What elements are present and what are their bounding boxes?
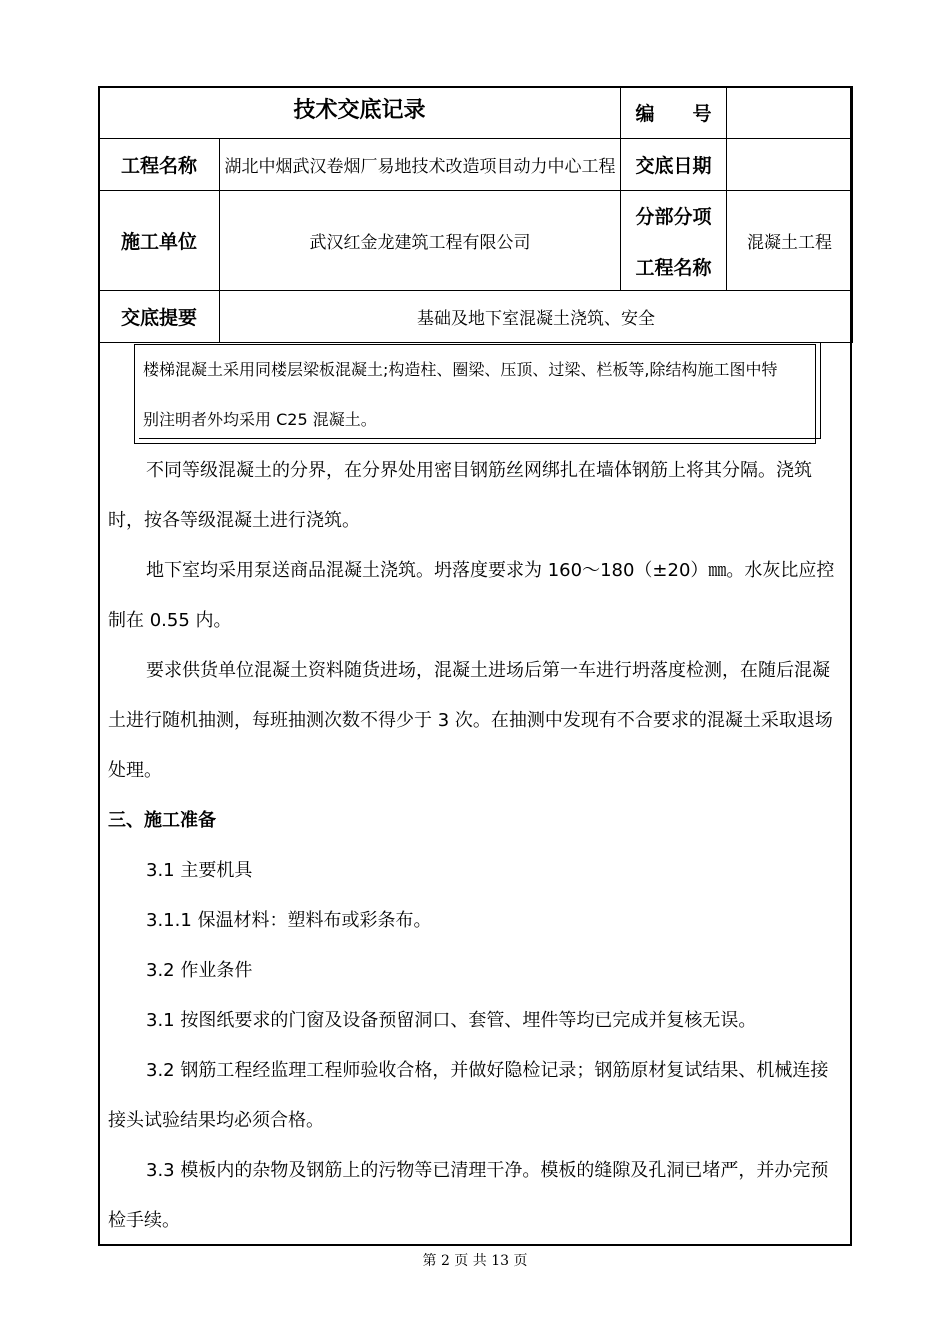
subproject-label-line1: 分部分项 xyxy=(635,205,712,228)
summary-label: 交底提要 xyxy=(99,291,220,343)
page-number: 第 2 页 共 13 页 xyxy=(422,1253,528,1269)
subsection-main-tools: 3.1 主要机具 xyxy=(146,860,253,881)
document-title: 技术交底记录 xyxy=(99,87,621,139)
header-table xyxy=(98,86,853,343)
condition-rebar-inspection: 3.2 钢筋工程经监理工程师验收合格，并做好隐检记录；钢筋原材复试结果、机械连接接头试验结果均必须合格。 xyxy=(108,1060,829,1131)
body-text xyxy=(108,446,844,1246)
project-name-value: 湖北中烟武汉卷烟厂易地技术改造项目动力中心工程 xyxy=(220,139,621,191)
number-value xyxy=(727,87,853,139)
condition-openings: 3.1 按图纸要求的门窗及设备预留洞口、套管、埋件等均已完成并复核无误。 xyxy=(146,1010,757,1031)
paragraph-supplier-requirements: 要求供货单位混凝土资料随货进场，混凝土进场后第一车进行坍落度检测，在随后混凝土进行随机抽测，每班抽测次数不得少于 3 次。在抽测中发现有不合要求的混凝土采取退场处理。 xyxy=(108,660,833,781)
boxed-note xyxy=(134,344,816,444)
paragraph-pumped-concrete: 地下室均采用泵送商品混凝土浇筑。坍落度要求为 160～180（±20）㎜。水灰比应控制在 0.55 内。 xyxy=(108,560,835,631)
date-label: 交底日期 xyxy=(621,139,727,191)
summary-value: 基础及地下室混凝土浇筑、安全 xyxy=(220,291,853,343)
construction-unit-label: 施工单位 xyxy=(99,191,220,291)
section-heading-preparation: 三、施工准备 xyxy=(108,810,216,831)
number-label: 编 号 xyxy=(621,87,727,139)
date-value xyxy=(727,139,853,191)
subsection-work-conditions: 3.2 作业条件 xyxy=(146,960,253,981)
construction-unit-value: 武汉红金龙建筑工程有限公司 xyxy=(220,191,621,291)
project-name-label: 工程名称 xyxy=(99,139,220,191)
boxed-note-line1: 楼梯混凝土采用同楼层梁板混凝土;构造柱、圈梁、压顶、过梁、栏板等,除结构施工图中特 xyxy=(143,360,778,379)
boxed-note-line2: 别注明者外均采用 C25 混凝土。 xyxy=(143,410,377,429)
item-insulation-material: 3.1.1 保温材料：塑料布或彩条布。 xyxy=(146,910,432,931)
condition-formwork-cleaning: 3.3 模板内的杂物及钢筋上的污物等已清理干净。模板的缝隙及孔洞已堵严，并办完预检手续。 xyxy=(108,1160,829,1231)
subproject-value: 混凝土工程 xyxy=(727,191,853,291)
paragraph-grade-boundary: 不同等级混凝土的分界，在分界处用密目钢筋丝网绑扎在墙体钢筋上将其分隔。浇筑时，按各等级混凝土进行浇筑。 xyxy=(108,460,812,531)
subproject-label xyxy=(621,191,727,291)
subproject-label-line2: 工程名称 xyxy=(635,256,712,279)
